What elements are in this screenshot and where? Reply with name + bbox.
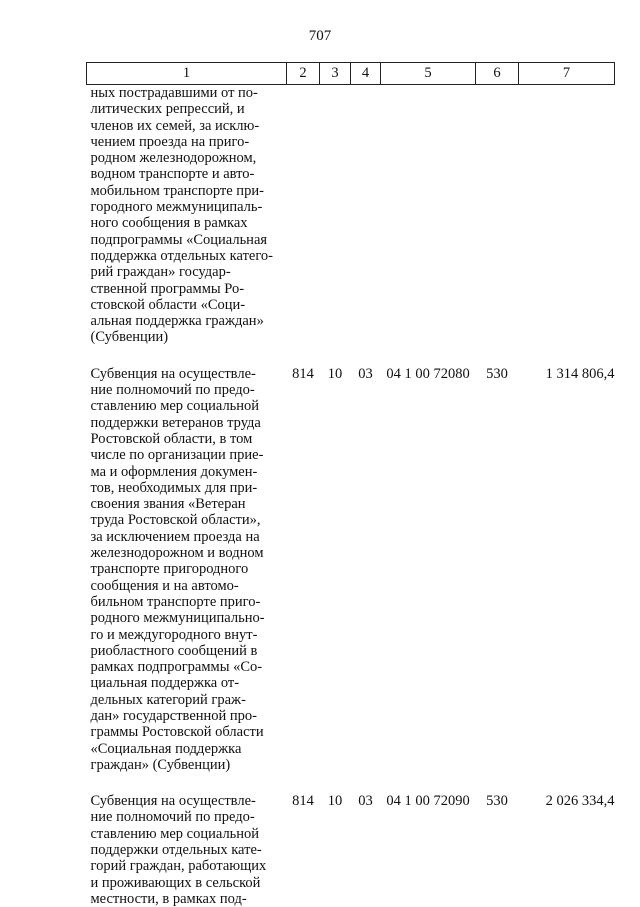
description-line: транспорте пригородного (90, 561, 249, 578)
row-section: 10 (327, 365, 343, 382)
header-col-6: 6 (476, 63, 519, 85)
row-target-code: 04 1 00 72080 (386, 365, 470, 382)
row-expense-type (476, 85, 519, 362)
description-line: ма и оформления докумен- (90, 463, 258, 480)
description-line: циальная поддержка от- (90, 675, 240, 692)
description-line: родного межмуниципально- (90, 610, 265, 627)
description-line: рамках подпрограммы «Со- (90, 659, 263, 676)
row-amount: 2 026 334,4 (545, 793, 615, 810)
header-col-5: 5 (381, 63, 476, 85)
description-line: альная поддержка граждан» (90, 313, 264, 330)
description-line: ние полномочий по предо- (90, 382, 255, 399)
description-line: водном транспорте и авто- (90, 166, 255, 183)
description-line: ного сообщения в рамках (90, 215, 248, 232)
description-line: подпрограммы «Социальная (90, 231, 268, 248)
table-header (87, 63, 615, 85)
row-subsection (351, 85, 381, 362)
header-col-4: 4 (351, 63, 381, 85)
description-line: за исключением проезда на (90, 528, 260, 545)
description-line: сообщения и на автомо- (90, 577, 239, 594)
table-row (87, 362, 615, 789)
description-line: «Социальная поддержка (90, 740, 242, 757)
description-line: городного межмуниципаль- (90, 199, 263, 216)
description-line: ных пострадавшими от по- (90, 85, 258, 101)
description-line: ние полномочий по предо- (90, 809, 255, 826)
row-subsection: 03 (358, 793, 373, 810)
page-number: 707 (308, 28, 332, 44)
description-line: своения звания «Ветеран (90, 496, 246, 513)
description-line: Субвенция на осуществле- (90, 365, 256, 382)
description-line: ственной программы Ро- (90, 280, 245, 297)
description-line: го и междугородного внут- (90, 626, 258, 643)
header-col-3: 3 (320, 63, 351, 85)
row-expense-type: 530 (486, 365, 508, 382)
description-line: литических репрессий, и (90, 101, 245, 118)
row-target-code: 04 1 00 72090 (386, 793, 470, 810)
description-line: местности, в рамках под- (90, 890, 247, 907)
description-line: граждан» (Субвенции) (90, 756, 231, 773)
row-chapter (287, 85, 320, 362)
header-col-1: 1 (87, 63, 287, 85)
table-row (87, 85, 615, 362)
row-expense-type: 530 (486, 793, 508, 810)
row-amount (519, 85, 615, 362)
description-line: дан» государственной про- (90, 707, 258, 724)
description-line: бильном транспорте приго- (90, 593, 261, 610)
description-line: труда Ростовской области», (90, 512, 261, 529)
description-line: тов, необходимых для при- (90, 479, 258, 496)
description-line: риобластного сообщений в (90, 642, 258, 659)
description-line: (Субвенции) (90, 329, 169, 346)
description-line: ставлению мер социальной (90, 825, 260, 842)
description-line: и проживающих в сельской (90, 874, 261, 891)
budget-table (86, 62, 615, 907)
row-description (87, 85, 287, 362)
row-target-code (381, 85, 476, 362)
description-line: числе по организации прие- (90, 447, 264, 464)
row-description (87, 362, 287, 789)
header-col-7: 7 (519, 63, 615, 85)
description-line: дельных категорий граж- (90, 691, 246, 708)
row-chapter: 814 (292, 793, 314, 810)
description-line: поддержка отдельных катего- (90, 247, 274, 264)
description-line: поддержки отдельных кате- (90, 842, 262, 859)
row-description (87, 789, 287, 907)
description-line: чением проезда на приго- (90, 133, 250, 150)
description-line: рий граждан» государ- (90, 264, 231, 281)
description-line: железнодорожном и водном (90, 545, 264, 562)
description-line: членов их семей, за исклю- (90, 117, 260, 134)
row-subsection: 03 (358, 365, 373, 382)
description-line: ставлению мер социальной (90, 398, 260, 415)
description-line: мобильном транспорте при- (90, 182, 264, 199)
description-line: горий граждан, работающих (90, 858, 267, 875)
description-line: граммы Ростовской области (90, 724, 264, 741)
row-section (320, 85, 351, 362)
row-section: 10 (327, 793, 343, 810)
description-line: стовской области «Соци- (90, 296, 246, 313)
description-line: родном железнодорожном, (90, 150, 257, 167)
row-amount: 1 314 806,4 (545, 365, 615, 382)
table-row (87, 789, 615, 907)
description-line: Ростовской области, в том (90, 430, 253, 447)
description-line: Субвенция на осуществле- (90, 793, 256, 810)
row-chapter: 814 (292, 365, 314, 382)
header-col-2: 2 (287, 63, 320, 85)
description-line: поддержки ветеранов труда (90, 414, 261, 431)
